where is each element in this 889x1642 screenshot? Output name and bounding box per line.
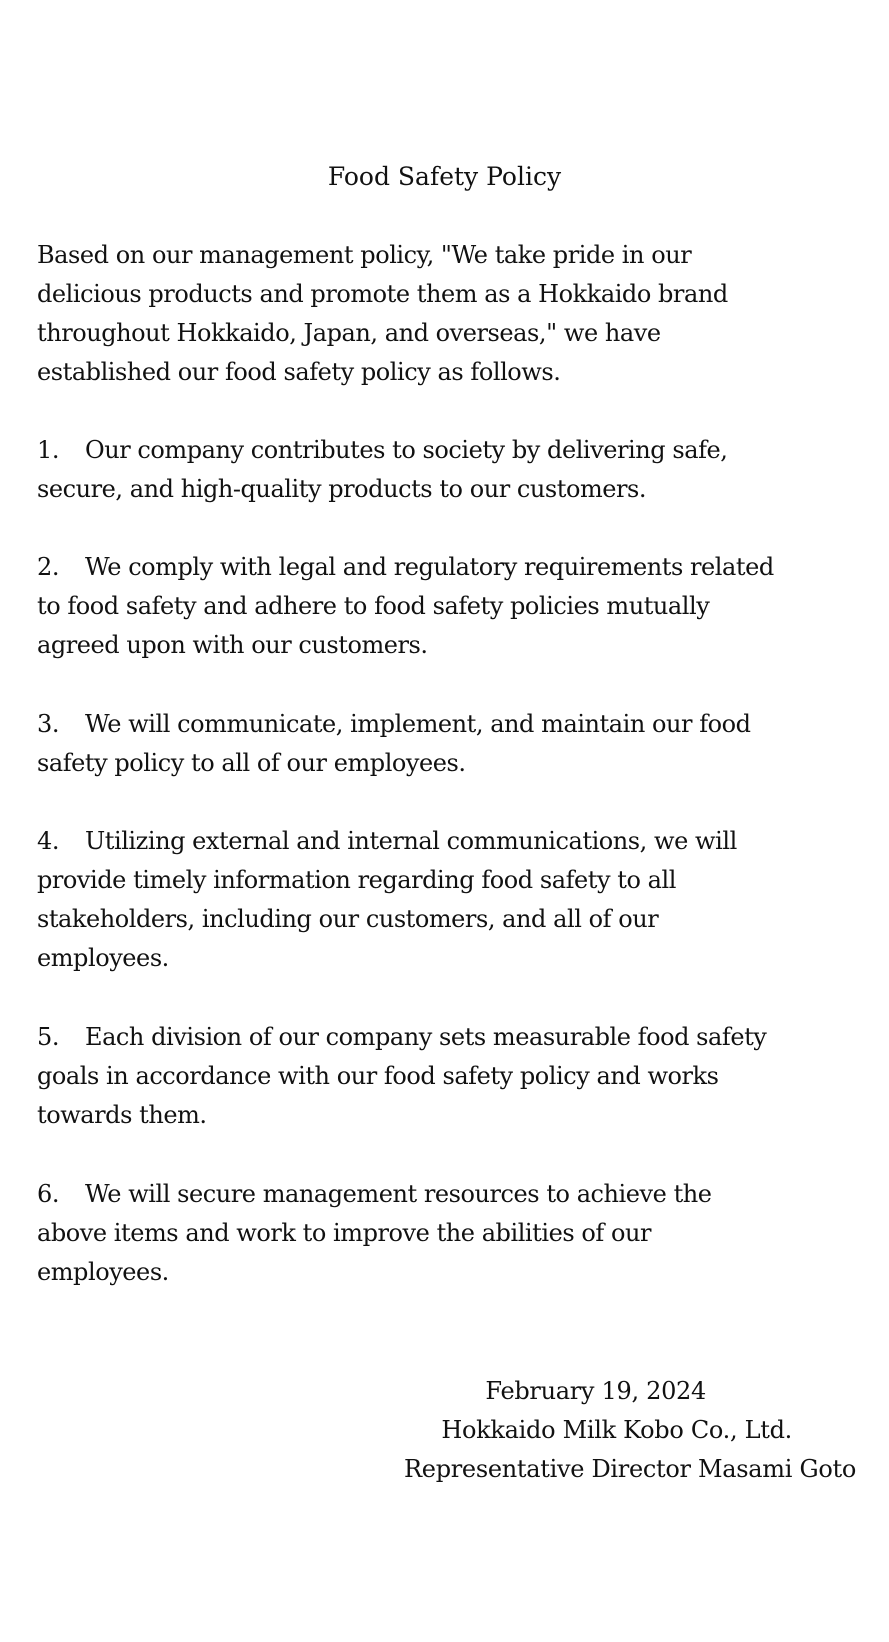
policy-item-number: 3.	[37, 710, 59, 738]
policy-item-line	[37, 1175, 867, 1214]
policy-item-line: secure, and high-quality products to our customers.	[37, 475, 647, 503]
policy-item-6	[37, 1175, 867, 1292]
policy-item-line: stakeholders, including our customers, and all of our	[37, 905, 659, 933]
policy-item-line	[37, 1018, 867, 1057]
intro-line: established our food safety policy as follows.	[37, 358, 561, 386]
policy-item-line	[37, 548, 867, 587]
intro-line: Based on our management policy, "We take pride in our	[37, 241, 692, 269]
policy-item-line: goals in accordance with our food safety policy and works	[37, 1062, 719, 1090]
policy-item-number: 2.	[37, 553, 59, 581]
policy-item-5	[37, 1018, 867, 1135]
policy-item-line: employees.	[37, 1258, 169, 1286]
policy-item-number: 5.	[37, 1023, 59, 1051]
intro-line: throughout Hokkaido, Japan, and overseas," we have	[37, 319, 661, 347]
policy-item-line	[37, 822, 867, 861]
policy-item-number: 4.	[37, 827, 59, 855]
policy-item-line: towards them.	[37, 1101, 207, 1129]
policy-item-line: to food safety and adhere to food safety policies mutually	[37, 592, 710, 620]
document-title: Food Safety Policy	[327, 162, 562, 191]
policy-item-3	[37, 705, 867, 783]
policy-item-number: 1.	[37, 436, 59, 464]
signature-date: February 19, 2024	[485, 1377, 706, 1405]
policy-item-line: provide timely information regarding food safety to all	[37, 866, 676, 894]
policy-item-line: above items and work to improve the abilities of our	[37, 1219, 652, 1247]
signature-director: Representative Director Masami Goto	[404, 1455, 856, 1483]
policy-item-text: Each division of our company sets measurable food safety	[85, 1023, 767, 1051]
intro-line: delicious products and promote them as a Hokkaido brand	[37, 280, 728, 308]
intro-paragraph	[37, 236, 867, 392]
policy-item-text: We comply with legal and regulatory requirements related	[85, 553, 774, 581]
policy-item-line	[37, 431, 867, 470]
policy-item-text: Our company contributes to society by delivering safe,	[85, 436, 728, 464]
policy-item-text: We will secure management resources to achieve the	[85, 1180, 712, 1208]
policy-item-line: employees.	[37, 944, 169, 972]
policy-item-2	[37, 548, 867, 665]
policy-item-4	[37, 822, 867, 978]
policy-item-1	[37, 431, 867, 509]
policy-item-text: We will communicate, implement, and maintain our food	[85, 710, 751, 738]
signature-company: Hokkaido Milk Kobo Co., Ltd.	[441, 1416, 792, 1444]
policy-item-line: safety policy to all of our employees.	[37, 749, 466, 777]
policy-item-text: Utilizing external and internal communications, we will	[85, 827, 737, 855]
policy-item-line: agreed upon with our customers.	[37, 631, 428, 659]
policy-item-line	[37, 705, 867, 744]
policy-item-number: 6.	[37, 1180, 59, 1208]
